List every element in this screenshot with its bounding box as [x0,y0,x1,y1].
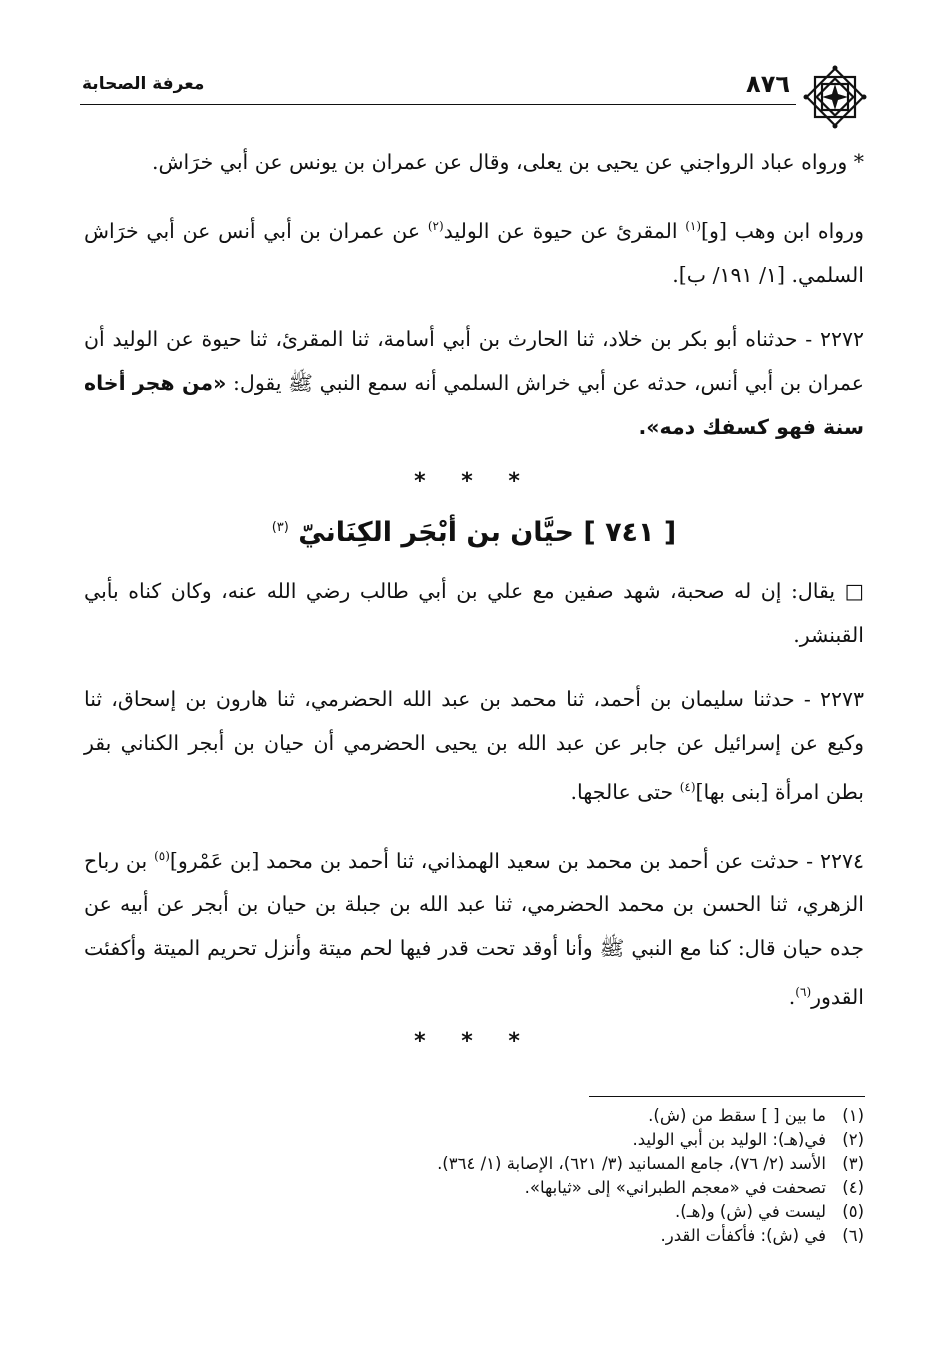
paragraph-2-text-c: عن عمران بن أبي أنس عن أبي خرَاش السلمي. [١/ ١٩١/ ب]. [84,218,864,287]
section-separator-stars: * * * [414,468,534,494]
paragraph-1 [84,140,864,184]
hadith-2273-text-b: حتى عالجها. [570,779,680,804]
footnote-item [84,1128,864,1152]
footnote-text: في (ش): فأكفأت القدر. [660,1226,826,1245]
hadith-2274-text-b: بن رباح الزهري، ثنا الحسن بن محمد الحضرمي، ثنا عبد الله بن جبلة بن حيان بن أبجر عن أبيه عن جده حيان قال: كنا مع النبي ﷺ وأنا أوقد تحت قدر فيها لحم ميتة وأنزل تحريم الميتة وأكفئت القدور [84,848,864,1010]
header-rule [80,104,796,105]
footnote-text: الأسد (٢/ ٧٦)، جامع المسانيد (٣/ ٦٢١)، الإصابة (١/ ٣٦٤). [437,1154,826,1173]
footnote-number: (٢) [842,1130,864,1149]
footnote-text: ليست في (ش) و(هـ). [675,1202,826,1221]
book-title: معرفة الصحابة [82,74,205,94]
footnote-ref-3: (٣) [271,519,289,535]
hadith-2272-matn: «من هجر أخاه سنة فهو كسفك دمه». [84,370,864,439]
footnote-item [84,1224,864,1248]
section-separator-stars-end: * * * [414,1029,534,1055]
paragraph-2-text-b: المقرئ عن حيوة عن الوليد [443,218,686,243]
footnote-ref-5: (٥) [154,848,170,863]
entry-heading-text: [ ٧٤١ ] حيَّان بن أبْجَر الكِنَانيّ [298,516,677,548]
hadith-2274-text-a: ٢٢٧٤ - حدثت عن أحمد بن محمد بن سعيد الهمذاني، ثنا أحمد بن محمد [بن عَمْرو] [169,848,864,873]
footnote-ref-4: (٤) [679,779,696,794]
footnote-item [84,1200,864,1224]
hadith-2273-text-a: ٢٢٧٣ - حدثنا سليمان بن أحمد، ثنا محمد بن عبد الله الحضرمي، ثنا هارون بن إسحاق، ثنا وكيع عن إسرائيل عن جابر عن عبد الله بن يحيى الحضرمي أن حيان بن أبجر الكناني بقر بطن امرأة [بنى بها] [84,686,864,804]
hadith-2272-isnad: ٢٢٧٢ - حدثناه أبو بكر بن خلاد، ثنا الحارث بن أبي أسامة، ثنا المقرئ، ثنا حيوة عن الوليد أن عمران بن أبي أنس، حدثه عن أبي خراش السلمي أنه سمع النبي ﷺ يقول: [84,326,864,395]
footnote-item [84,1104,864,1128]
entry-intro-text: □ يقال: إن له صحبة، شهد صفين مع علي بن أبي طالب رضي الله عنه، وكان كناه بأبي القبنشر. [84,578,864,647]
footnote-number: (٦) [842,1226,864,1245]
footnote-number: (٥) [842,1202,864,1221]
hadith-2272 [84,317,864,449]
footnote-ref-2: (٢) [427,219,444,233]
octagram-ornament-icon [802,64,868,130]
entry-intro [84,569,864,657]
footnote-text: تصحفت في «معجم الطبراني» إلى «ثيابها». [524,1178,826,1197]
paragraph-2 [84,204,864,297]
entry-heading [84,508,864,553]
footnote-number: (١) [842,1106,864,1125]
footnote-number: (٤) [842,1178,864,1197]
hadith-2274 [84,834,864,1020]
page-header [80,62,868,108]
footnote-item [84,1176,864,1200]
footnote-ref-6: (٦) [795,985,812,1000]
footnotes [84,1104,864,1248]
paragraph-1-text: * ورواه عباد الرواجني عن يحيى بن يعلى، وقال عن عمران بن يونس عن أبي خرَاش. [152,150,864,174]
footnote-item [84,1152,864,1176]
page-number: ٨٧٦ [746,70,790,98]
footnote-text: ما بين [ ] سقط من (ش). [648,1106,826,1125]
hadith-2273 [84,677,864,814]
main-text [84,140,864,1068]
footnote-text: في(هـ): الوليد بن أبي الوليد. [632,1130,826,1149]
footnote-rule [589,1096,865,1097]
footnote-ref-1: (١) [685,219,702,233]
footnote-number: (٣) [842,1154,864,1173]
paragraph-2-text-a: ورواه ابن وهب [و] [701,218,864,243]
hadith-2274-text-c: . [788,985,796,1010]
